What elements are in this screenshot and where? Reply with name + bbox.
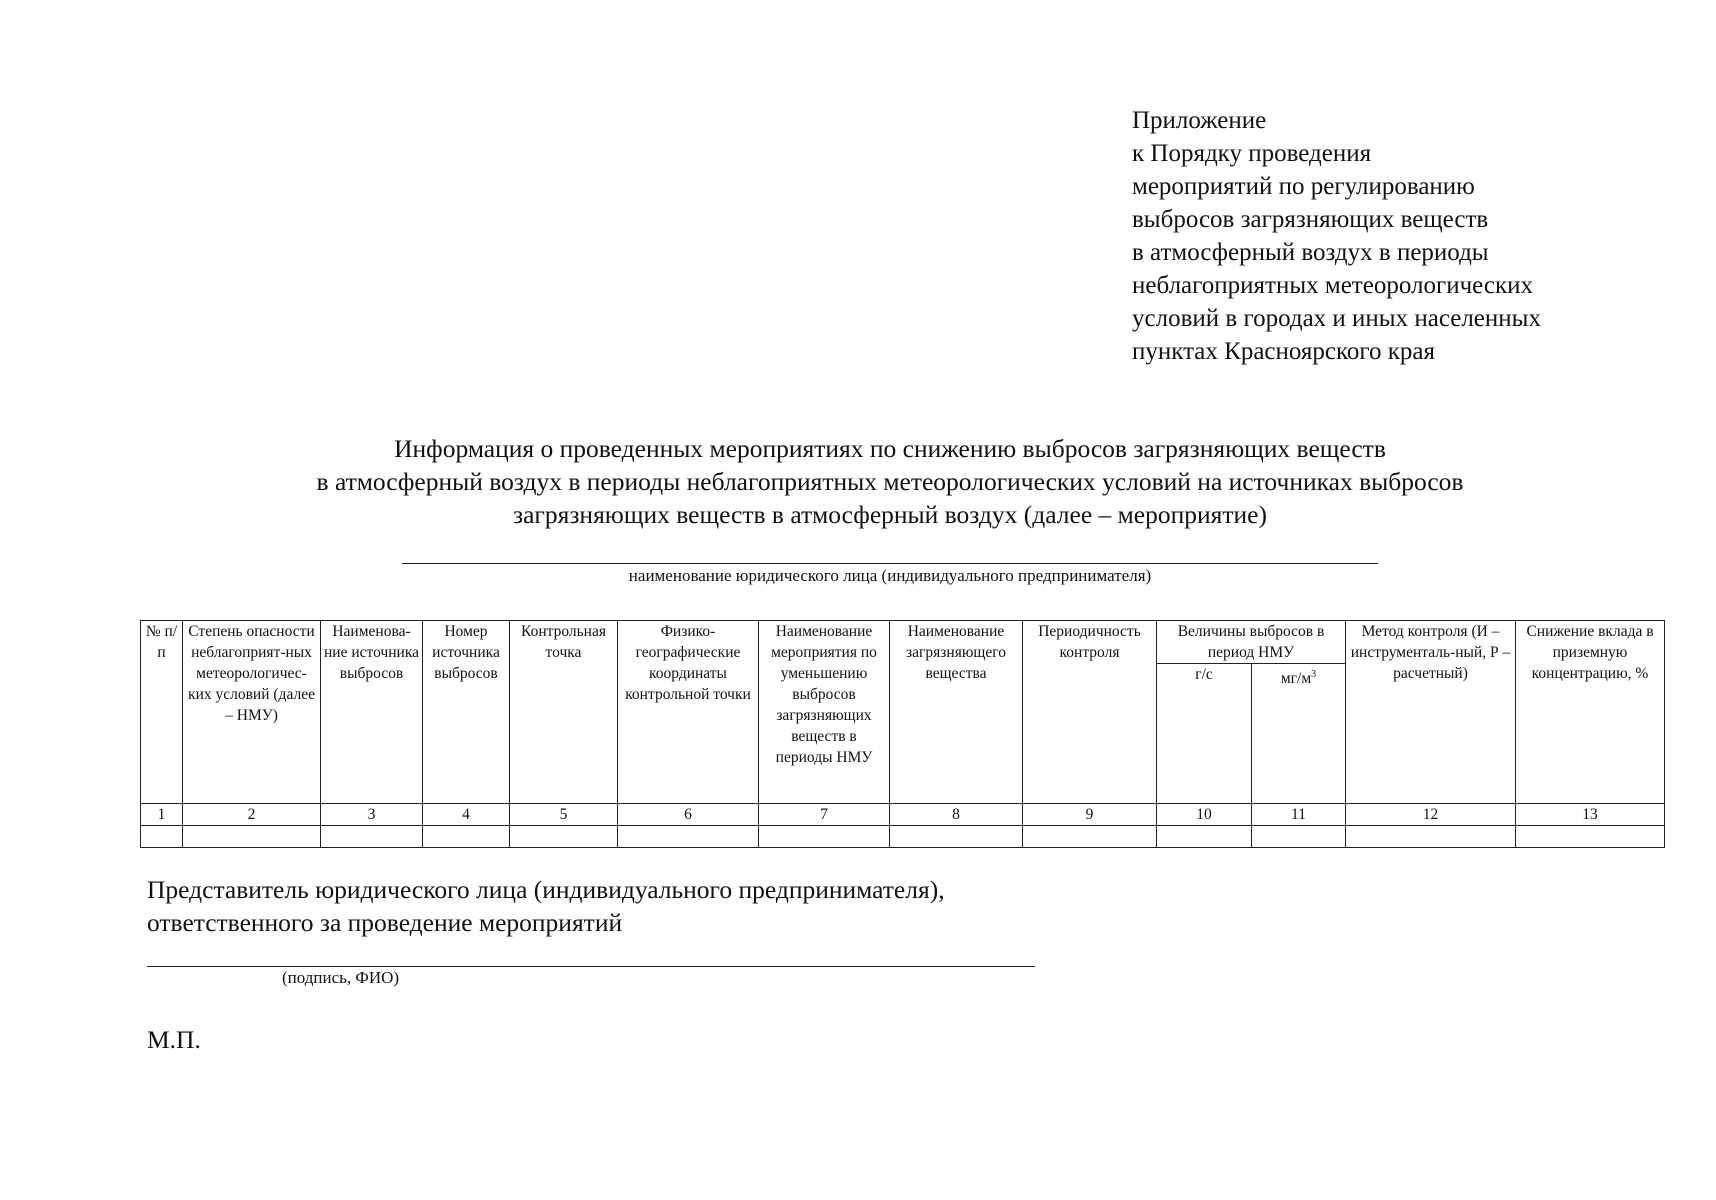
signature-caption: (подпись, ФИО) (282, 968, 400, 987)
measures-table (140, 620, 1665, 848)
org-name-caption: наименование юридического лица (индивидуального предпринимателя) (628, 566, 1152, 585)
appendix-line: к Порядку проведения (1132, 140, 1372, 167)
empty-cell (1157, 826, 1252, 848)
stamp-place: М.П. (147, 1025, 201, 1054)
column-number-cell: 12 (1346, 804, 1516, 826)
header-cell-contribution-reduction: Снижение вклада в приземную концентрацию, % (1516, 621, 1665, 804)
representative-block (147, 873, 945, 939)
appendix-line: условий в городах и иных населенных (1132, 305, 1541, 332)
empty-cell (141, 826, 183, 848)
header-cell-coordinates: Физико-географические координаты контрольной точки (618, 621, 759, 804)
signature-line (147, 966, 1035, 967)
header-cell-number: № п/п (141, 621, 183, 804)
org-name-line (402, 563, 1378, 564)
appendix-block (1132, 104, 1541, 368)
header-cell-substance-name: Наименование загрязняющего вещества (890, 621, 1023, 804)
empty-cell (1252, 826, 1346, 848)
empty-cell (1516, 826, 1665, 848)
empty-cell (618, 826, 759, 848)
column-number-cell: 3 (321, 804, 423, 826)
column-number-cell: 13 (1516, 804, 1665, 826)
column-number-cell: 1 (141, 804, 183, 826)
empty-cell (890, 826, 1023, 848)
table-row (141, 826, 1665, 848)
appendix-line: мероприятий по регулированию (1132, 173, 1475, 200)
subheader-cell-mgm3 (1252, 664, 1346, 804)
appendix-line: пунктах Красноярского края (1132, 338, 1436, 365)
empty-cell (759, 826, 890, 848)
representative-line: ответственного за проведение мероприятий (147, 908, 623, 937)
header-cell-hazard-degree: Степень опасности неблагоприят-ных метеорологичес-ких условий (далее – НМУ) (183, 621, 321, 804)
header-cell-control-method: Метод контроля (И – инструменталь-ный, Р – расчетный) (1346, 621, 1516, 804)
unit-superscript: 3 (1311, 669, 1317, 680)
appendix-line: выбросов загрязняющих веществ (1132, 206, 1489, 233)
column-number-cell: 8 (890, 804, 1023, 826)
empty-cell (1023, 826, 1157, 848)
column-number-cell: 4 (423, 804, 510, 826)
header-cell-control-point: Контрольная точка (510, 621, 618, 804)
representative-line: Представитель юридического лица (индивидуального предпринимателя), (147, 875, 945, 904)
appendix-line: неблагоприятных метеорологических (1132, 272, 1534, 299)
empty-cell (423, 826, 510, 848)
appendix-line: в атмосферный воздух в периоды (1132, 239, 1489, 266)
header-cell-source-number: Номер источника выбросов (423, 621, 510, 804)
title-line: загрязняющих веществ в атмосферный воздух (далее – мероприятие) (513, 500, 1267, 529)
column-number-cell: 6 (618, 804, 759, 826)
header-cell-control-period: Периодичность контроля (1023, 621, 1157, 804)
column-number-cell: 5 (510, 804, 618, 826)
column-number-cell: 10 (1157, 804, 1252, 826)
empty-cell (510, 826, 618, 848)
empty-cell (321, 826, 423, 848)
unit-text: мг/м (1280, 670, 1312, 688)
document-title (180, 432, 1600, 531)
column-number-cell: 2 (183, 804, 321, 826)
header-cell-source-name: Наименова-ние источника выбросов (321, 621, 423, 804)
title-line: в атмосферный воздух в периоды неблагоприятных метеорологических условий на источниках выбросов (316, 467, 1464, 496)
empty-cell (1346, 826, 1516, 848)
column-number-cell: 11 (1252, 804, 1346, 826)
column-number-cell: 9 (1023, 804, 1157, 826)
column-number-cell: 7 (759, 804, 890, 826)
header-cell-measure-name: Наименование мероприятия по уменьшению выбросов загрязняющих веществ в периоды НМУ (759, 621, 890, 804)
subheader-cell-gs: г/с (1157, 664, 1252, 804)
header-cell-emission-values: Величины выбросов в период НМУ (1157, 621, 1346, 664)
appendix-line: Приложение (1132, 107, 1267, 134)
title-line: Информация о проведенных мероприятиях по снижению выбросов загрязняющих веществ (394, 434, 1386, 463)
empty-cell (183, 826, 321, 848)
